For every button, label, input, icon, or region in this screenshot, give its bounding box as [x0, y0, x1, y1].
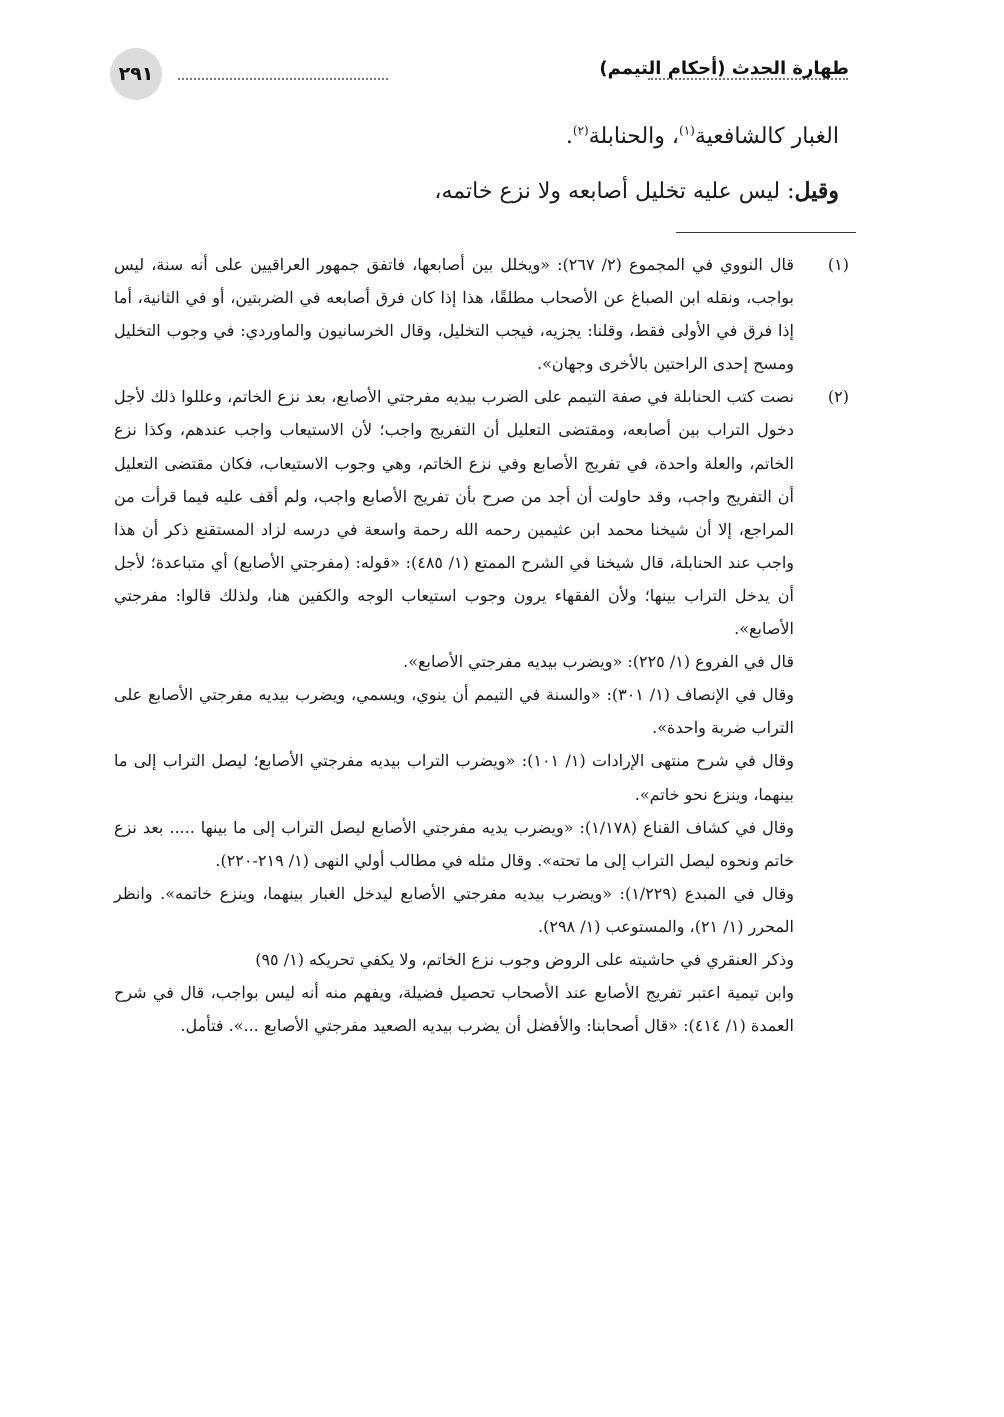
- running-title: طهارة الحدث (أحكام التيمم): [599, 58, 849, 79]
- footnote-paragraph: وقال في الإنصاف (١/ ٣٠١): «والسنة في التيمم أن ينوي، ويسمي، ويضرب بيديه مفرجتي الأصابع على التراب ضربة واحدة».: [114, 685, 795, 738]
- footnote-number: (١): [827, 255, 849, 274]
- footnote-1: [114, 248, 849, 380]
- footnote-paragraph: وذكر العنقري في حاشيته على الروض وجوب نزع الخاتم، ولا يكفي تحريكه (١/ ٩٥): [255, 949, 794, 969]
- footnote-ref-2[interactable]: (٢): [572, 123, 589, 138]
- footnotes: [114, 248, 849, 1042]
- page-number-badge: [110, 48, 162, 100]
- footnote-paragraph: وابن تيمية اعتبر تفريج الأصابع عند الأصحاب تحصيل فضيلة، ويفهم منه أنه ليس بواجب، قال في شرح العمدة (١/ ٤١٤): «قال أصحابنا: والأفضل أن يضرب بيديه الصعيد مفرجتي الأصابع ...». فتأمل.: [114, 983, 794, 1036]
- main-text: [149, 110, 839, 219]
- footnote-ref-1[interactable]: (١): [679, 123, 695, 138]
- footnote-paragraph: قال في الفروع (١/ ٢٢٥): «ويضرب بيديه مفرجتي الأصابع».: [403, 652, 794, 672]
- page-header: [110, 48, 849, 98]
- main-line-1-mid: ، والحنابلة: [588, 124, 679, 149]
- main-line-2: [149, 164, 839, 219]
- footnote-paragraph: نصت كتب الحنابلة في صفة التيمم على الضرب بيديه مفرجتي الأصابع، بعد نزع الخاتم، وعللوا ذلك لأجل دخول التراب بين أصابعه، ومقتضى التعليل أن التفريج واجب؛ لأن الاستيعاب واجب عندهم، وكذا نزع الخاتم، والعلة واحدة، في تفريج الأصابع وفي نزع الخاتم، وهي وجوب الاستيعاب، فكان مقتضى التعليل أن التفريج واجب، وقد حاولت أن أجد من صرح بأن تفريج الأصابع واجب، ولم أقف عليه فيما قرأت من المراجع، إلا أن شيخنا محمد ابن عثيمين رحمه الله رحمة واسعة في درسه لزاد المستقنع ذكر أن هذا واجب عند الحنابلة، قال شيخنا في الشرح الممتع (١/ ٤٨٥): «قوله: (مفرجتي الأصابع) أي متباعدة؛ لأجل أن يدخل التراب بينها؛ ولأن الفقهاء يرون وجوب استيعاب الوجه والكفين هنا، ولذلك قالوا: مفرجتي الأصابع».: [114, 387, 795, 639]
- footnote-paragraph: وقال في شرح منتهى الإرادات (١/ ١٠١): «ويضرب التراب بيديه مفرجتي الأصابع؛ ليصل التراب إلى ما بينهما، وينزع نحو خاتم».: [114, 751, 795, 804]
- footnote-paragraph: قال النووي في المجموع (٢/ ٢٦٧): «ويخلل بين أصابعها، فاتفق جمهور العراقيين على أنه سنة، ليس بواجب، ونقله ابن الصباغ عن الأصحاب مطلقًا، هذا إذا كان فرق أصابعه في الضربتين، أو في الثانية، أما إذا فرق في الأولى فقط، وقلنا: يجزيه، فيجب التخليل، وقال الخرسانيون والماوردي: في وجوب التخليل ومسح إحدى الراحتين بالأخرى وجهان».: [114, 255, 795, 374]
- qila-keyword: وقيل: [794, 178, 839, 204]
- footnote-number: (٢): [827, 387, 849, 407]
- page-number: ٢٩١: [118, 63, 154, 85]
- main-line-1: [149, 110, 839, 164]
- footnote-2: [114, 380, 849, 1042]
- footnote-separator: [676, 232, 856, 233]
- footnote-paragraph: وقال في المبدع (١/٢٢٩): «ويضرب بيديه مفرجتي الأصابع ليدخل الغبار بينهما، وينزع خاتمه». وانظر المحرر (١/ ٢١)، والمستوعب (١/ ٢٩٨).: [114, 883, 795, 936]
- main-line-1-text: الغبار كالشافعية: [694, 124, 839, 149]
- main-line-1-end: .: [565, 124, 573, 149]
- main-line-2-text: : ليس عليه تخليل أصابعه ولا نزع خاتمه،: [434, 179, 795, 204]
- header-dotted-leader-left: [178, 78, 388, 80]
- footnote-paragraph: وقال في كشاف القناع (١/١٧٨): «ويضرب يديه مفرجتي الأصابع ليصل التراب إلى ما بينها ..... بعد نزع خاتم ونحوه ليصل التراب إلى ما تحته». وقال مثله في مطالب أولي النهى (١/ ٢١٩-٢٢٠).: [114, 817, 794, 870]
